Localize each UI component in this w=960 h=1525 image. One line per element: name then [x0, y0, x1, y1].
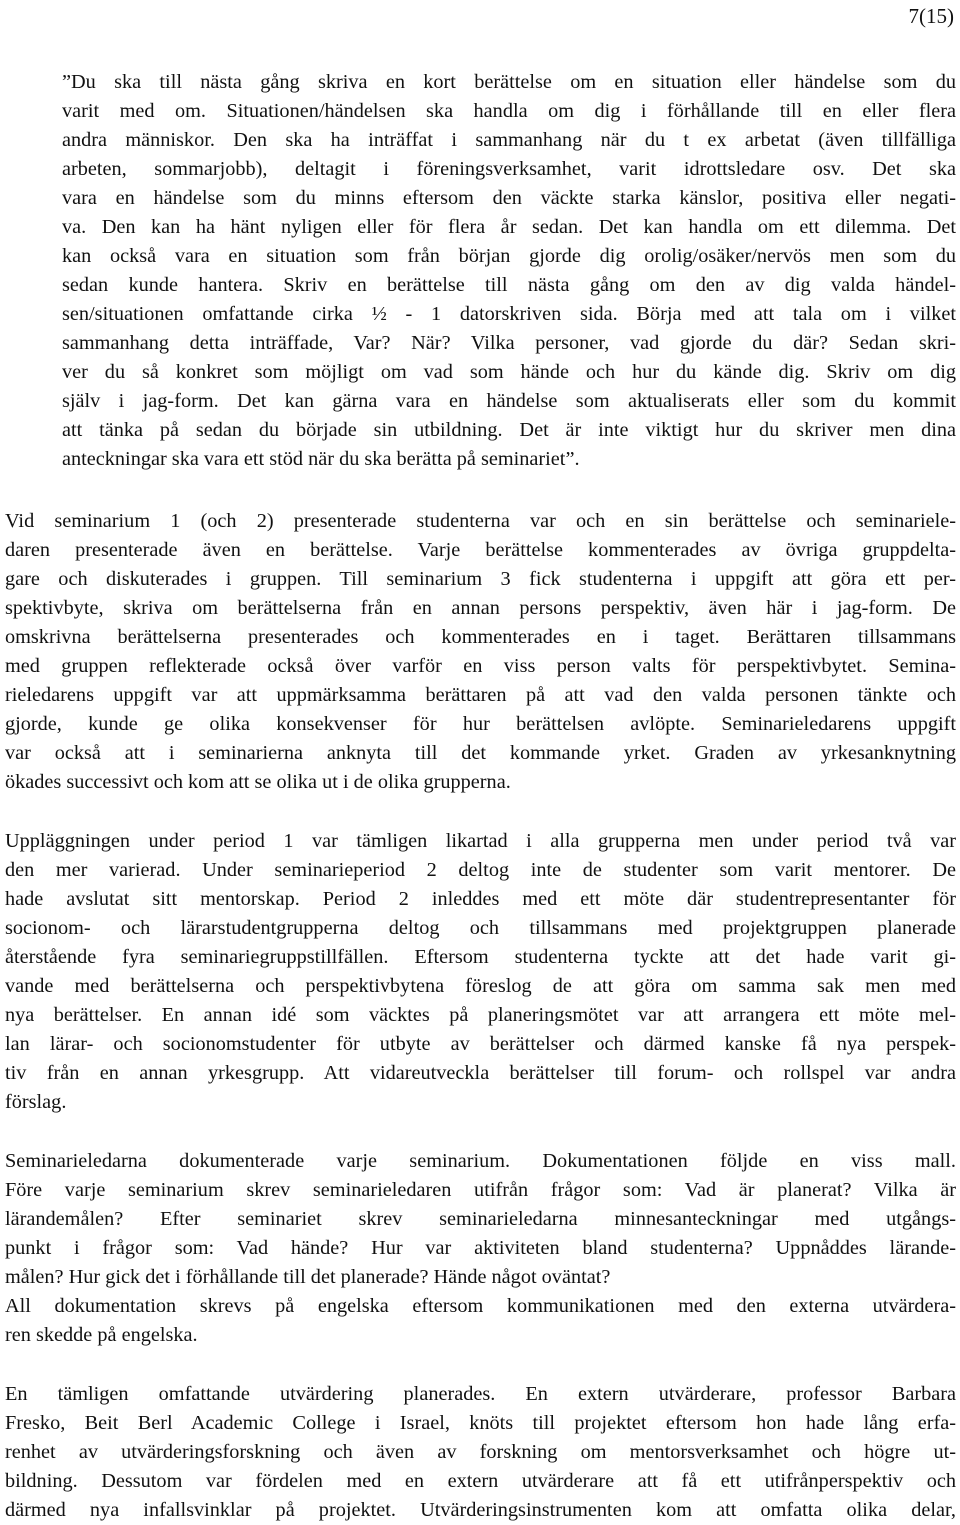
text-line: återstående fyra seminariegruppstillfällen. Eftersom studenterna tyckte att det hade varit gi-: [5, 946, 956, 968]
text-line: andra människor. Den ska ha inträffat i sammanhang när du t ex arbetat (även tillfälliga: [62, 129, 956, 151]
text-line: anteckningar ska vara ett stöd när du ska berätta på seminariet”.: [62, 448, 580, 470]
text-line: att tänka på sedan du började sin utbildning. Det är inte viktigt hur du skriver men dina: [62, 419, 956, 441]
text-line: ”Du ska till nästa gång skriva en kort berättelse om en situation eller händelse som du: [62, 71, 956, 93]
assignment-quote: [62, 68, 956, 474]
text-line: lan lärar- och socionomstudenter för utbyte av berättelser och därmed kanske få nya perspek-: [5, 1033, 956, 1055]
paragraph-period-two: [5, 827, 956, 1117]
text-line: nya berättelser. En annan idé som väcktes på planeringsmötet var att arrangera ett möte mel-: [5, 1004, 956, 1026]
text-line: därmed nya infallsvinklar på projektet. Utvärderingsinstrumenten kom att omfatta olika delar,: [5, 1499, 956, 1521]
text-line: själv i jag-form. Det kan gärna vara en händelse som aktualiserats eller som du kommit: [62, 390, 956, 412]
text-line: sen/situationen omfattande cirka ½ - 1 datorskriven sida. Börja med att tala om i vilket: [62, 303, 956, 325]
text-line: gjorde, kunde ge olika konsekvenser för hur berättelsen avlöpte. Seminarieledarens uppgift: [5, 713, 956, 735]
text-line: förslag.: [5, 1091, 67, 1113]
text-line: Före varje seminarium skrev seminarieledaren utifrån frågor som: Vad är planerat? Vilka är: [5, 1179, 956, 1201]
text-line: den mer varierad. Under seminarieperiod 2 deltog inte de studenter som varit mentorer. De: [5, 859, 956, 881]
text-line: sedan kunde hantera. Skriv en berättelse till nästa gång om den av dig valda händel-: [62, 274, 956, 296]
page-number: 7(15): [908, 4, 954, 28]
text-line: All dokumentation skrevs på engelska eftersom kommunikationen med den externa utvärdera-: [5, 1295, 956, 1317]
paragraph-documentation: [5, 1147, 956, 1350]
text-line: tiv från en annan yrkesgrupp. Att vidareutveckla berättelser till forum- och rollspel var andra: [5, 1062, 956, 1084]
text-line: sammanhang detta inträffade, Var? När? Vilka personer, vad gjorde du där? Sedan skri-: [62, 332, 956, 354]
text-line: Vid seminarium 1 (och 2) presenterade studenterna var och en sin berättelse och seminariele-: [5, 510, 956, 532]
paragraph-seminars: [5, 507, 956, 797]
text-line: Uppläggningen under period 1 var tämligen likartad i alla grupperna men under period två var: [5, 830, 956, 852]
text-line: punkt i frågor som: Vad hände? Hur var aktiviteten bland studenterna? Uppnåddes lärande-: [5, 1237, 956, 1259]
text-line: spektivbyte, skriva om berättelserna från en annan persons perspektiv, även här i jag-form. De: [5, 597, 956, 619]
text-line: lärandemålen? Efter seminariet skrev seminarieledarna minnesanteckningar med utgångs-: [5, 1208, 956, 1230]
paragraph-evaluation: [5, 1380, 956, 1525]
text-line: varit med om. Situationen/händelsen ska handla om dig i förhållande till en eller flera: [62, 100, 956, 122]
text-line: ver du så konkret som möjligt om vad som hände och hur du kände dig. Skriv om dig: [62, 361, 956, 383]
text-line: gare och diskuterades i gruppen. Till seminarium 3 fick studenterna i uppgift att göra ett per-: [5, 568, 956, 590]
text-line: kan också vara en situation som från början gjorde dig orolig/osäker/nervös men som du: [62, 245, 956, 267]
text-line: hade avslutat sitt mentorskap. Period 2 inleddes med ett möte där studentrepresentanter för: [5, 888, 956, 910]
text-line: ökades successivt och kom att se olika ut i de olika grupperna.: [5, 771, 511, 793]
text-line: med gruppen reflekterade också över varför en viss person valts för perspektivbytet. Semina-: [5, 655, 956, 677]
text-line: En tämligen omfattande utvärdering planerades. En extern utvärderare, professor Barbara: [5, 1383, 956, 1405]
text-line: ren skedde på engelska.: [5, 1324, 198, 1346]
text-line: vande med berättelserna och perspektivbytena föreslog de att göra om samma sak men med: [5, 975, 956, 997]
text-line: Fresko, Beit Berl Academic College i Israel, knöts till projektet eftersom hon hade lång erfa-: [5, 1412, 956, 1434]
text-line: socionom- och lärarstudentgrupperna deltog och tillsammans med projektgruppen planerade: [5, 917, 956, 939]
text-line: renhet av utvärderingsforskning och även av forskning om mentorsverksamhet och högre ut-: [5, 1441, 956, 1463]
text-line: omskrivna berättelserna presenterades och kommenterades en i taget. Berättaren tillsammans: [5, 626, 956, 648]
text-line: rieledarens uppgift var att uppmärksamma berättaren på att vad den valda personen tänkte och: [5, 684, 956, 706]
text-line: var också att i seminarierna anknyta till det kommande yrket. Graden av yrkesanknytning: [5, 742, 956, 764]
text-line: va. Den kan ha hänt nyligen eller för flera år sedan. Det kan handla om ett dilemma. Det: [62, 216, 956, 238]
text-line: vara en händelse som du minns eftersom den väckte starka känslor, positiva eller negati-: [62, 187, 956, 209]
text-line: arbeten, sommarjobb), deltagit i föreningsverksamhet, varit idrottsledare osv. Det ska: [62, 158, 956, 180]
text-line: bildning. Dessutom var fördelen med en extern utvärderare att få ett utifrånperspektiv och: [5, 1470, 956, 1492]
text-line: målen? Hur gick det i förhållande till det planerade? Hände något oväntat?: [5, 1266, 611, 1288]
text-line: Seminarieledarna dokumenterade varje seminarium. Dokumentationen följde en viss mall.: [5, 1150, 956, 1172]
text-line: daren presenterade även en berättelse. Varje berättelse kommenterades av övriga gruppdelta-: [5, 539, 956, 561]
